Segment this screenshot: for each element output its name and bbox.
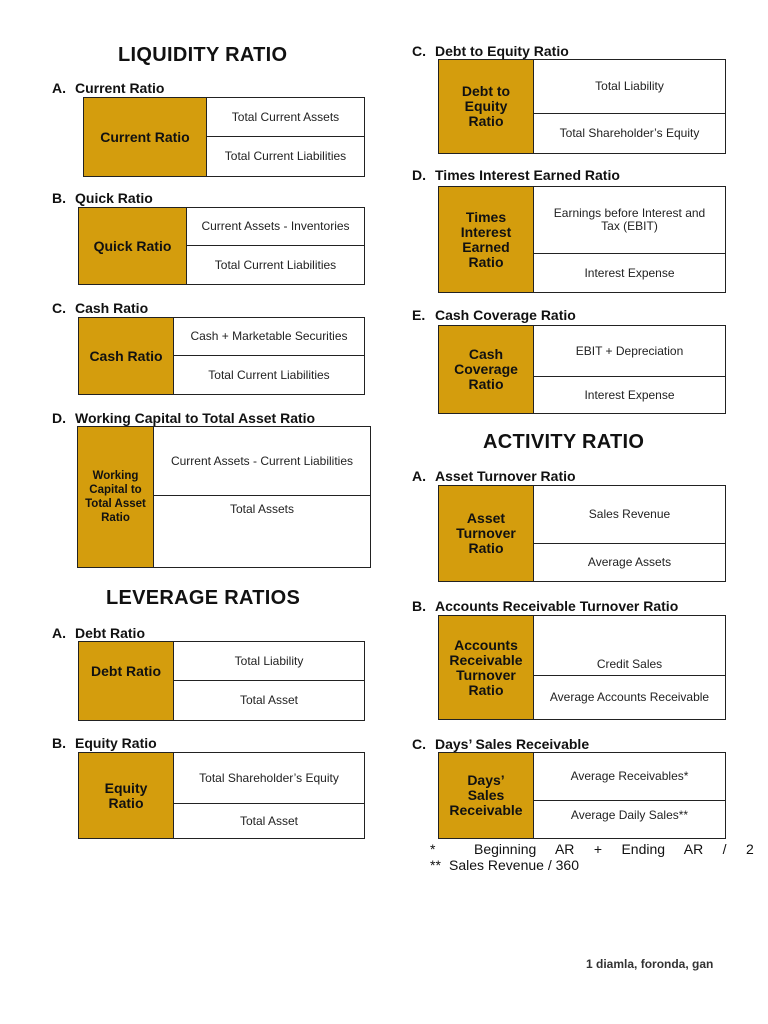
numerator: Average Receivables*: [534, 753, 725, 801]
label-cash-ratio: Cash Ratio: [79, 318, 174, 394]
numerator: Total Liability: [174, 642, 364, 681]
denominator: Total Shareholder’s Equity: [559, 126, 700, 140]
footnote-2-text: Sales Revenue / 360: [449, 857, 579, 873]
denominator: Total Asset: [239, 813, 299, 828]
denominator: Average Accounts Receivable: [549, 690, 710, 704]
label-asset-turnover-ratio: Asset Turnover Ratio: [439, 486, 534, 581]
section-title-cash-coverage-ratio: E. Cash Coverage Ratio: [412, 307, 576, 323]
section-title-quick-ratio: B. Quick Ratio: [52, 190, 153, 206]
section-title-equity-ratio: B. Equity Ratio: [52, 735, 157, 751]
label-current-ratio: Current Ratio: [84, 98, 207, 176]
heading-liquidity-ratio: LIQUIDITY RATIO: [118, 44, 288, 66]
label-cash-coverage-ratio: Cash Coverage Ratio: [439, 326, 534, 413]
label-equity-ratio: Equity Ratio: [79, 753, 174, 838]
denominator: Total Asset: [239, 693, 299, 707]
section-title-times-interest-earned-ratio: D. Times Interest Earned Ratio: [412, 167, 620, 183]
label-debt-to-equity-ratio: Debt to Equity Ratio: [439, 60, 534, 153]
formula-box-current-ratio: [83, 97, 365, 177]
denominator: Total Current Liabilities: [214, 257, 337, 272]
formula-box-cash-coverage-ratio: [438, 325, 726, 414]
denominator: Interest Expense: [584, 387, 675, 402]
footnote-1-mark: *: [430, 841, 436, 857]
footnote-1-text: Beginning AR + Ending AR / 2: [474, 841, 754, 857]
denominator: Interest Expense: [584, 265, 675, 280]
numerator: Current Assets - Current Liabilities: [154, 427, 370, 496]
formula-box-debt-to-equity-ratio: [438, 59, 726, 154]
section-title-days-sales-receivable: C. Days’ Sales Receivable: [412, 736, 590, 752]
denominator: Average Assets: [587, 555, 672, 569]
numerator: Cash + Marketable Securities: [174, 318, 364, 356]
credit-line: 1 diamla, foronda, gan: [586, 957, 714, 971]
numerator: Total Liability: [534, 60, 725, 114]
section-title-accounts-receivable-turnover-ratio: B. Accounts Receivable Turnover Ratio: [412, 598, 679, 614]
section-title-debt-to-equity-ratio: C. Debt to Equity Ratio: [412, 43, 569, 59]
numerator: Current Assets - Inventories: [187, 208, 364, 246]
formula-box-cash-ratio: [78, 317, 365, 395]
heading-leverage-ratios: LEVERAGE RATIOS: [106, 587, 301, 609]
formula-box-days-sales-receivable: [438, 752, 726, 839]
section-title-debt-ratio: A. Debt Ratio: [52, 625, 145, 641]
numerator: EBIT + Depreciation: [534, 326, 725, 377]
numerator: Total Shareholder’s Equity: [174, 753, 364, 804]
label-accounts-receivable-turnover-ratio: Accounts Receivable Turnover Ratio: [439, 616, 534, 719]
label-times-interest-earned-ratio: Times Interest Earned Ratio: [439, 187, 534, 292]
formula-box-times-interest-earned-ratio: [438, 186, 726, 293]
numerator: Total Current Assets: [207, 98, 364, 137]
section-title-asset-turnover-ratio: A. Asset Turnover Ratio: [412, 468, 576, 484]
denominator: Total Current Liabilities: [224, 149, 347, 163]
denominator: Total Assets: [229, 502, 295, 516]
formula-box-quick-ratio: [78, 207, 365, 285]
footnote-1: [430, 841, 754, 857]
numerator: Credit Sales: [534, 616, 725, 676]
denominator: Average Daily Sales**: [570, 808, 689, 822]
label-debt-ratio: Debt Ratio: [79, 642, 174, 720]
section-title-cash-ratio: C. Cash Ratio: [52, 300, 149, 316]
formula-box-equity-ratio: [78, 752, 365, 839]
numerator: Earnings before Interest and Tax (EBIT): [534, 187, 725, 254]
label-working-capital-ratio: Working Capital to Total Asset Ratio: [78, 427, 154, 567]
denominator: Total Current Liabilities: [208, 367, 330, 382]
formula-box-debt-ratio: [78, 641, 365, 721]
formula-box-asset-turnover-ratio: [438, 485, 726, 582]
formula-box-working-capital-ratio: [77, 426, 371, 568]
footnote-2-mark: **: [430, 857, 441, 873]
formula-box-accounts-receivable-turnover-ratio: [438, 615, 726, 720]
section-title-current-ratio: A. Current Ratio: [52, 80, 165, 96]
label-quick-ratio: Quick Ratio: [79, 208, 187, 284]
label-days-sales-receivable: Days’ Sales Receivable: [439, 753, 534, 838]
footnote-2: [430, 857, 579, 873]
section-title-working-capital-ratio: D. Working Capital to Total Asset Ratio: [52, 410, 316, 426]
numerator: Sales Revenue: [534, 486, 725, 544]
heading-activity-ratio: ACTIVITY RATIO: [483, 431, 645, 453]
